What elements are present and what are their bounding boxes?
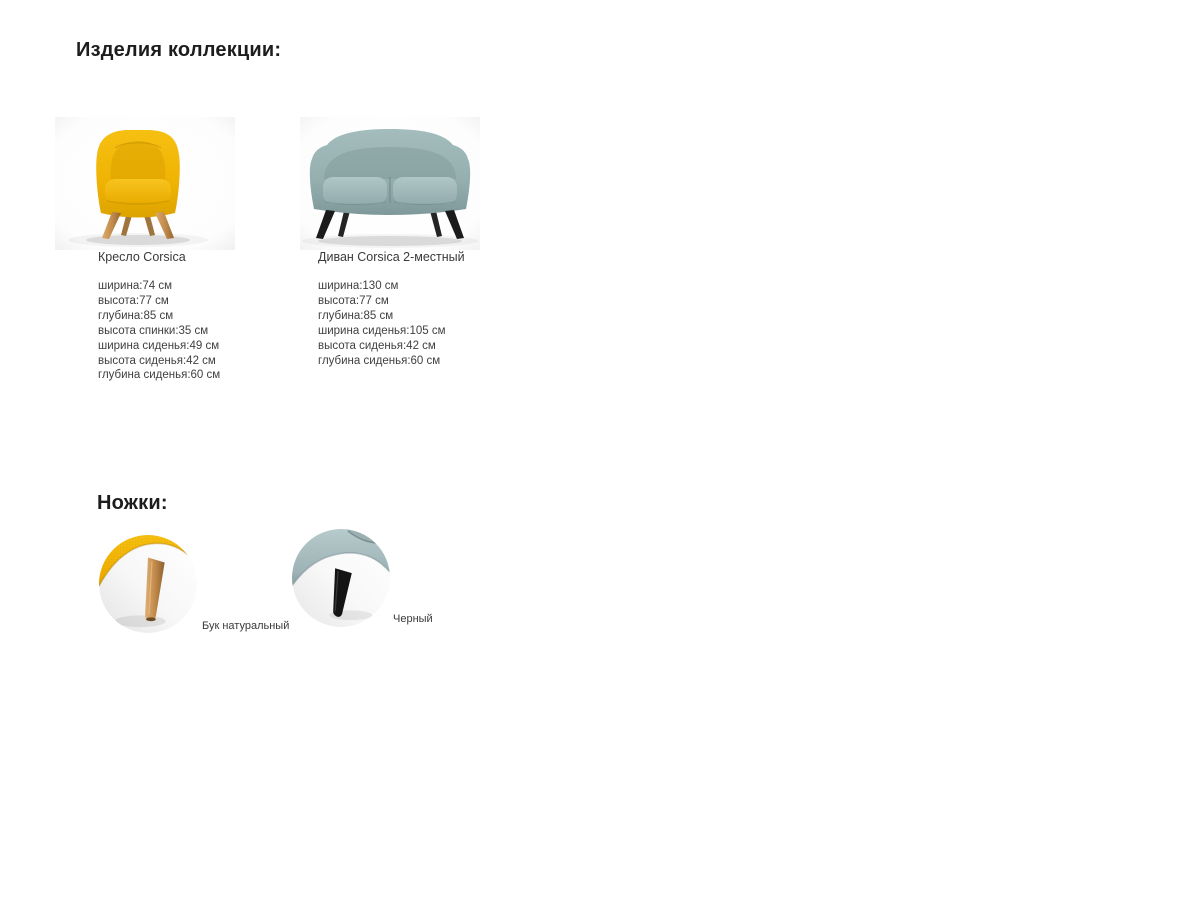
spec-line: ширина:74 см: [98, 280, 173, 292]
spec-line: высота:77 см: [98, 294, 169, 307]
wooden-leg-photo: [99, 535, 197, 633]
product-name-armchair[interactable]: Кресло Corsica: [98, 250, 186, 264]
spec-line: высота сиденья:42 см: [318, 339, 436, 352]
spec-line: высота спинки:35 см: [98, 324, 209, 337]
spec-line: ширина сиденья:49 см: [98, 339, 220, 352]
spec-line: глубина сиденья:60 см: [98, 369, 221, 382]
legs-section-title: Ножки:: [97, 492, 168, 514]
yellow-armchair-illustration: [55, 117, 235, 250]
spec-line: глубина:85 см: [318, 309, 394, 322]
spec-line: глубина:85 см: [98, 309, 174, 322]
products-section-title: Изделия коллекции:: [76, 39, 282, 61]
product-specs-sofa: [318, 279, 446, 368]
leg-option-natural-beech[interactable]: [99, 535, 197, 633]
teal-sofa-illustration: [300, 117, 480, 250]
black-leg-photo: [292, 529, 390, 627]
spec-line: высота сиденья:42 см: [98, 354, 216, 367]
spec-line: высота:77 см: [318, 294, 389, 307]
spec-line: ширина сиденья:105 см: [318, 324, 446, 337]
product-image-armchair[interactable]: [55, 117, 235, 250]
product-specs-armchair: [98, 279, 220, 383]
spec-line: глубина сиденья:60 см: [318, 354, 441, 367]
leg-label-black: Черный: [393, 613, 433, 625]
leg-label-natural-beech: Бук натуральный: [202, 620, 290, 632]
spec-line: ширина:130 см: [318, 280, 399, 292]
product-name-sofa[interactable]: Диван Corsica 2-местный: [318, 250, 465, 264]
product-image-sofa[interactable]: [300, 117, 480, 250]
leg-option-black[interactable]: [292, 529, 390, 627]
